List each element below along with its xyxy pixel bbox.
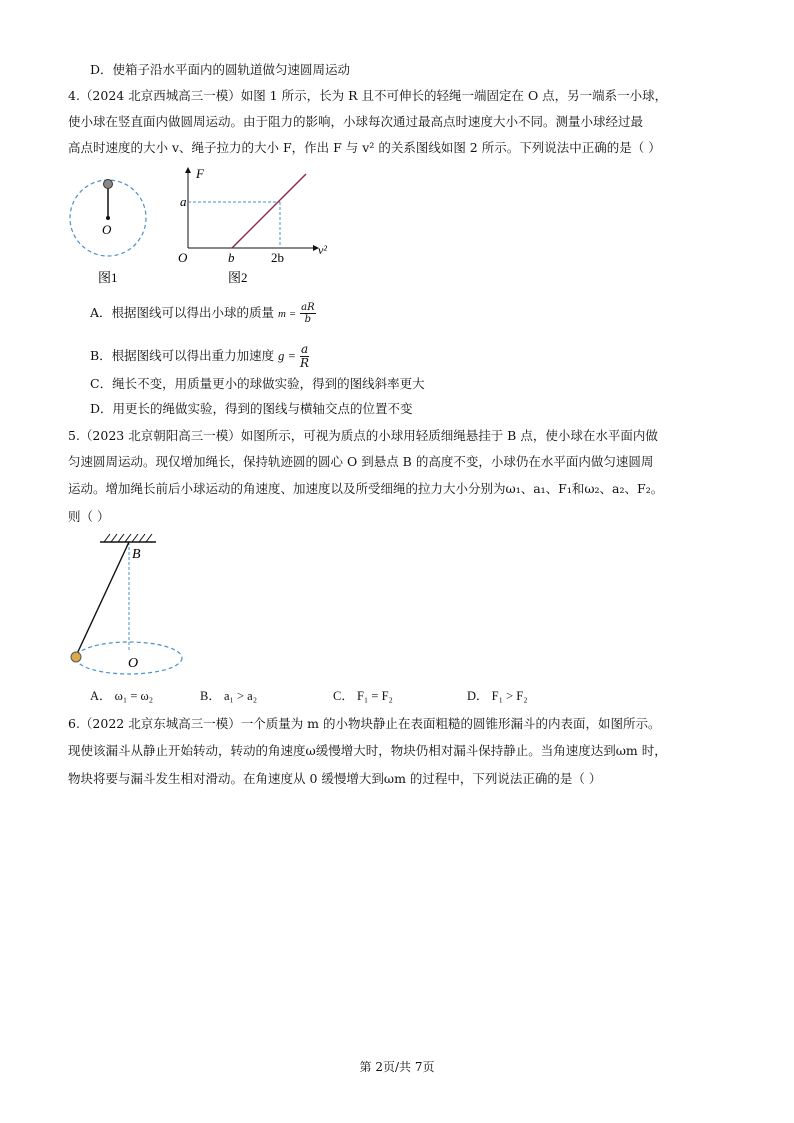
option-a-text: A．根据图线可以得出小球的质量 — [90, 305, 275, 320]
option-b-text: B．根据图线可以得出重力加速度 — [90, 348, 275, 363]
q5-option-b: B． a₁ > a₂ — [200, 689, 258, 703]
option-a-fraction — [300, 302, 316, 325]
q5-stem-line-3: 运动。增加绳长前后小球运动的角速度、加速度以及所受细绳的拉力大小分别为ω₁、a₁、F₁和ω₂、a₂、F₂。 — [68, 481, 664, 496]
q5-option-c: C． F₁ = F₂ — [333, 689, 393, 703]
q4-stem-line-3: 高点时速度的大小 v、绳子拉力的大小 F，作出 F 与 v² 的关系图线如图 2 所示。下列说法中正确的是（ ） — [68, 140, 661, 155]
q6-stem-line-1: 6.（2022 北京东城高三一模）一个质量为 m 的小物块静止在表面粗糙的圆锥形漏斗的内表面，如图所示。 — [68, 716, 661, 731]
q6-stem-line-3: 物块将要与漏斗发生相对滑动。在角速度从 0 缓慢增大到ωm 的过程中，下列说法正确的是（ ） — [68, 771, 602, 786]
q5-stem-line-2: 匀速圆周运动。现仅增加绳长，保持轨迹圆的圆心 O 到悬点 B 的高度不变，小球仍在水平面内做匀速圆周 — [68, 454, 654, 469]
option-a-numerator: aR — [301, 302, 315, 313]
q5-stem-line-1: 5.（2023 北京朝阳高三一模）如图所示，可视为质点的小球用轻质细绳悬挂于 B 点，使小球在水平面内做 — [68, 428, 658, 443]
x-axis-label: v² — [318, 243, 327, 257]
point-o-label: O — [128, 656, 139, 671]
x-tick-b: b — [228, 250, 235, 265]
y-axis-label: F — [196, 166, 204, 181]
prev-option-d: D．使箱子沿水平面内的圆轨道做匀速圆周运动 — [90, 62, 351, 77]
option-b-fraction — [300, 343, 309, 370]
option-b-denominator: R — [300, 356, 310, 370]
q5-option-d: D． F₁ > F₂ — [467, 689, 528, 703]
page-footer: 第 2页/共 7页 — [359, 1060, 435, 1074]
f-v2-graph-line — [232, 174, 306, 248]
q5-figure — [64, 530, 188, 676]
option-b-lhs: g = — [278, 349, 296, 363]
q4-option-a — [90, 302, 316, 325]
q4-figure-1 — [62, 172, 158, 290]
q4-option-b — [90, 343, 309, 370]
ball — [104, 180, 113, 189]
option-a-lhs: m = — [278, 308, 297, 320]
q4-figure-2 — [176, 162, 336, 290]
option-b-numerator: a — [300, 342, 309, 356]
x-tick-2b: 2b — [271, 250, 284, 265]
y-tick-a: a — [180, 194, 187, 209]
option-a-denominator: b — [304, 314, 312, 325]
q4-stem-line-1: 4.（2024 北京西城高三一模）如图 1 所示，长为 R 且不可伸长的轻绳一端固定在 O 点，另一端系一小球， — [68, 88, 668, 103]
q5-option-a: A． ω₁ = ω₂ — [90, 689, 154, 703]
fig2-caption: 图2 — [228, 270, 248, 285]
center-point — [106, 216, 110, 220]
q4-option-c: C．绳长不变，用质量更小的球做实验，得到的图线斜率更大 — [90, 376, 425, 391]
fig1-caption: 图1 — [98, 270, 118, 285]
string — [76, 542, 129, 656]
q4-option-d: D．用更长的绳做实验，得到的图线与横轴交点的位置不变 — [90, 401, 413, 416]
ceiling-hatch — [104, 534, 152, 542]
origin-label: O — [178, 250, 188, 265]
q5-stem-line-4: 则（ ） — [68, 509, 110, 524]
point-o-label: O — [102, 222, 112, 237]
ball — [71, 652, 81, 662]
q6-stem-line-2: 现使该漏斗从静止开始转动，转动的角速度ω缓慢增大时，物块仍相对漏斗保持静止。当角速度达到ωm 时， — [68, 743, 667, 758]
q4-stem-line-2: 使小球在竖直面内做圆周运动。由于阻力的影响，小球每次通过最高点时速度大小不同。测量小球经过最 — [68, 114, 644, 129]
point-b-label: B — [132, 547, 141, 562]
